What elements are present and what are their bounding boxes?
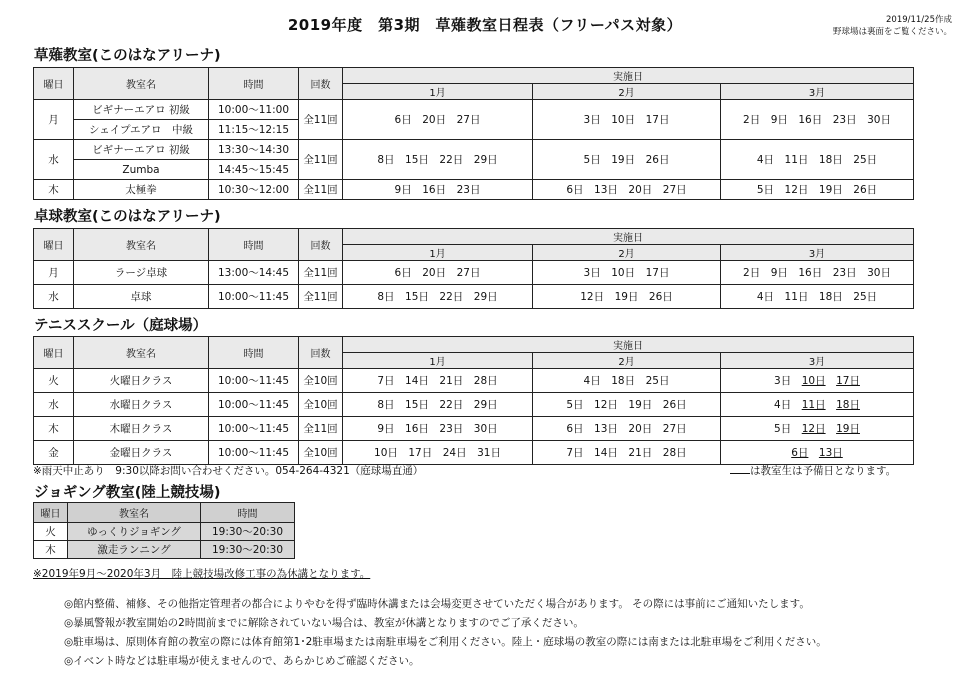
- notice-item: ◎イベント時などは駐車場が使えませんので、あらかじめご確認ください。: [64, 655, 420, 667]
- table-row: [34, 523, 295, 541]
- dates-jan: 6日 20日 27日: [343, 261, 533, 285]
- col-header-dates: 実施日: [343, 68, 914, 84]
- dates-mar: [721, 441, 914, 465]
- document-meta: [833, 14, 952, 38]
- date-reserve: 13日: [818, 447, 843, 459]
- dates-feb: 4日 18日 25日: [533, 369, 721, 393]
- col-header-count: 回数: [299, 68, 343, 100]
- date-regular: 5日: [774, 423, 792, 435]
- class-time: 13:30～14:30: [209, 140, 299, 160]
- class-name: 太極拳: [74, 180, 209, 200]
- dates-mar: 2日 9日 16日 23日 30日: [721, 100, 914, 140]
- page-title: 2019年度 第3期 草薙教室日程表（フリーパス対象）: [287, 16, 683, 34]
- dates-feb: 5日 19日 26日: [533, 140, 721, 180]
- col-header-class: 教室名: [74, 229, 209, 261]
- dates-feb: 12日 19日 26日: [533, 285, 721, 309]
- col-header-feb: 2月: [533, 84, 721, 100]
- class-time: 10:00～11:45: [209, 369, 299, 393]
- class-name: ゆっくりジョギング: [68, 523, 201, 541]
- date-reserve: 17日: [836, 375, 860, 387]
- dates-feb: 6日 13日 20日 27日: [533, 417, 721, 441]
- table-row: [34, 285, 914, 309]
- dates-jan: 8日 15日 22日 29日: [343, 393, 533, 417]
- jogging-schedule-table: [33, 502, 295, 559]
- jogging-closure-note: ※2019年9月～2020年3月 陸上競技場改修工事の為休講となります。: [33, 568, 371, 580]
- dates-mar: [721, 369, 914, 393]
- date-regular: 3日: [774, 375, 792, 387]
- col-header-class: 教室名: [74, 68, 209, 100]
- class-name: ラージ卓球: [74, 261, 209, 285]
- table-row: [34, 369, 914, 393]
- class-time: 13:00～14:45: [209, 261, 299, 285]
- table-row: [34, 140, 914, 160]
- class-time: 10:00～11:45: [209, 417, 299, 441]
- backside-note: 野球場は裏面をご覧ください。: [832, 27, 952, 37]
- date-reserve: 10日: [801, 375, 826, 387]
- col-header-dates: 実施日: [343, 229, 914, 245]
- day-cell: 火: [34, 369, 74, 393]
- date-reserve: 6日: [791, 447, 809, 459]
- col-header-mar: 3月: [721, 84, 914, 100]
- tennis-schedule-table: [33, 336, 914, 465]
- col-header-time: 時間: [209, 229, 299, 261]
- table-row: [34, 441, 914, 465]
- day-cell: 水: [34, 285, 74, 309]
- session-count: 全11回: [299, 285, 343, 309]
- dates-jan: 6日 20日 27日: [343, 100, 533, 140]
- class-time: 10:30～12:00: [209, 180, 299, 200]
- class-name: ビギナーエアロ 初級: [74, 140, 209, 160]
- class-name: ビギナーエアロ 初級: [74, 100, 209, 120]
- class-time: 19:30～20:30: [201, 523, 295, 541]
- date-reserve: 12日: [801, 423, 826, 435]
- col-header-day: 曜日: [34, 229, 74, 261]
- table-row: [34, 417, 914, 441]
- class-time: 14:45～15:45: [209, 160, 299, 180]
- col-header-count: 回数: [299, 229, 343, 261]
- col-header-feb: 2月: [533, 245, 721, 261]
- day-cell: 水: [34, 393, 74, 417]
- class-name: 卓球: [74, 285, 209, 309]
- date-reserve: 11日: [801, 399, 826, 411]
- tabletennis-schedule-table: [33, 228, 914, 309]
- col-header-jan: 1月: [343, 245, 533, 261]
- dates-mar: 4日 11日 18日 25日: [721, 140, 914, 180]
- col-header-time: 時間: [201, 503, 295, 523]
- col-header-count: 回数: [299, 337, 343, 369]
- class-name: Zumba: [74, 160, 209, 180]
- table-row: [34, 541, 295, 559]
- session-count: 全11回: [299, 180, 343, 200]
- section-title-kusanagi: 草薙教室(このはなアリーナ): [34, 48, 221, 64]
- dates-feb: 7日 14日 21日 28日: [533, 441, 721, 465]
- table-row: [34, 393, 914, 417]
- class-time: 10:00～11:00: [209, 100, 299, 120]
- session-count: 全11回: [299, 100, 343, 140]
- day-cell: 金: [34, 441, 74, 465]
- underline-sample: [730, 464, 750, 474]
- class-time: 10:00～11:45: [209, 441, 299, 465]
- class-time: 19:30～20:30: [201, 541, 295, 559]
- kusanagi-schedule-table: [33, 67, 914, 200]
- day-cell: 火: [34, 523, 68, 541]
- table-row: [34, 261, 914, 285]
- rain-note: ※雨天中止あり 9:30以降お問い合わせください。054-264-4321（庭球場直通）: [33, 465, 424, 477]
- col-header-jan: 1月: [343, 353, 533, 369]
- created-date: 2019/11/25作成: [886, 15, 952, 25]
- col-header-jan: 1月: [343, 84, 533, 100]
- class-name: 金曜日クラス: [74, 441, 209, 465]
- session-count: 全10回: [299, 441, 343, 465]
- notice-item: ◎駐車場は、原則体育館の教室の際には体育館第1･2駐車場または南駐車場をご利用ください。陸上・庭球場の教室の際には南または北駐車場をご利用ください。: [64, 636, 827, 648]
- dates-jan: 9日 16日 23日: [343, 180, 533, 200]
- day-cell: 木: [34, 541, 68, 559]
- session-count: 全11回: [299, 261, 343, 285]
- col-header-mar: 3月: [721, 353, 914, 369]
- col-header-day: 曜日: [34, 503, 68, 523]
- dates-mar: [721, 393, 914, 417]
- dates-jan: 9日 16日 23日 30日: [343, 417, 533, 441]
- day-cell: 月: [34, 100, 74, 140]
- table-row: [34, 100, 914, 120]
- dates-feb: 6日 13日 20日 27日: [533, 180, 721, 200]
- section-title-tabletennis: 卓球教室(このはなアリーナ): [34, 209, 221, 225]
- class-time: 10:00～11:45: [209, 393, 299, 417]
- dates-feb: 3日 10日 17日: [533, 261, 721, 285]
- dates-jan: 7日 14日 21日 28日: [343, 369, 533, 393]
- dates-feb: 5日 12日 19日 26日: [533, 393, 721, 417]
- class-name: 木曜日クラス: [74, 417, 209, 441]
- session-count: 全11回: [299, 140, 343, 180]
- class-name: 火曜日クラス: [74, 369, 209, 393]
- date-reserve: 19日: [836, 423, 860, 435]
- class-time: 10:00～11:45: [209, 285, 299, 309]
- day-cell: 水: [34, 140, 74, 180]
- col-header-day: 曜日: [34, 68, 74, 100]
- class-name: 激走ランニング: [68, 541, 201, 559]
- col-header-day: 曜日: [34, 337, 74, 369]
- table-row: [34, 180, 914, 200]
- col-header-class: 教室名: [74, 337, 209, 369]
- dates-mar: 4日 11日 18日 25日: [721, 285, 914, 309]
- reserve-day-note: は教室生は予備日となります。: [730, 463, 896, 478]
- dates-feb: 3日 10日 17日: [533, 100, 721, 140]
- session-count: 全10回: [299, 393, 343, 417]
- col-header-time: 時間: [209, 68, 299, 100]
- dates-jan: 8日 15日 22日 29日: [343, 140, 533, 180]
- session-count: 全10回: [299, 369, 343, 393]
- notice-item: ◎館内整備、補修、その他指定管理者の都合によりやむを得ず臨時休講または会場変更させていただく場合があります。 その際には事前にご通知いたします。: [64, 598, 810, 610]
- class-time: 11:15～12:15: [209, 120, 299, 140]
- day-cell: 木: [34, 180, 74, 200]
- date-regular: 4日: [774, 399, 792, 411]
- col-header-mar: 3月: [721, 245, 914, 261]
- col-header-time: 時間: [209, 337, 299, 369]
- dates-jan: 10日 17日 24日 31日: [343, 441, 533, 465]
- class-name: シェイプエアロ 中級: [74, 120, 209, 140]
- day-cell: 木: [34, 417, 74, 441]
- section-title-jogging: ジョギング教室(陸上競技場): [34, 485, 221, 501]
- col-header-feb: 2月: [533, 353, 721, 369]
- section-title-tennis: テニススクール（庭球場）: [34, 318, 208, 334]
- dates-mar: [721, 417, 914, 441]
- dates-mar: 5日 12日 19日 26日: [721, 180, 914, 200]
- notice-item: ◎暴風警報が教室開始の2時間前までに解除されていない場合は、教室が休講となりますのでご了承ください。: [64, 617, 584, 629]
- day-cell: 月: [34, 261, 74, 285]
- class-name: 水曜日クラス: [74, 393, 209, 417]
- col-header-class: 教室名: [68, 503, 201, 523]
- col-header-dates: 実施日: [343, 337, 914, 353]
- dates-jan: 8日 15日 22日 29日: [343, 285, 533, 309]
- date-reserve: 18日: [836, 399, 860, 411]
- dates-mar: 2日 9日 16日 23日 30日: [721, 261, 914, 285]
- session-count: 全11回: [299, 417, 343, 441]
